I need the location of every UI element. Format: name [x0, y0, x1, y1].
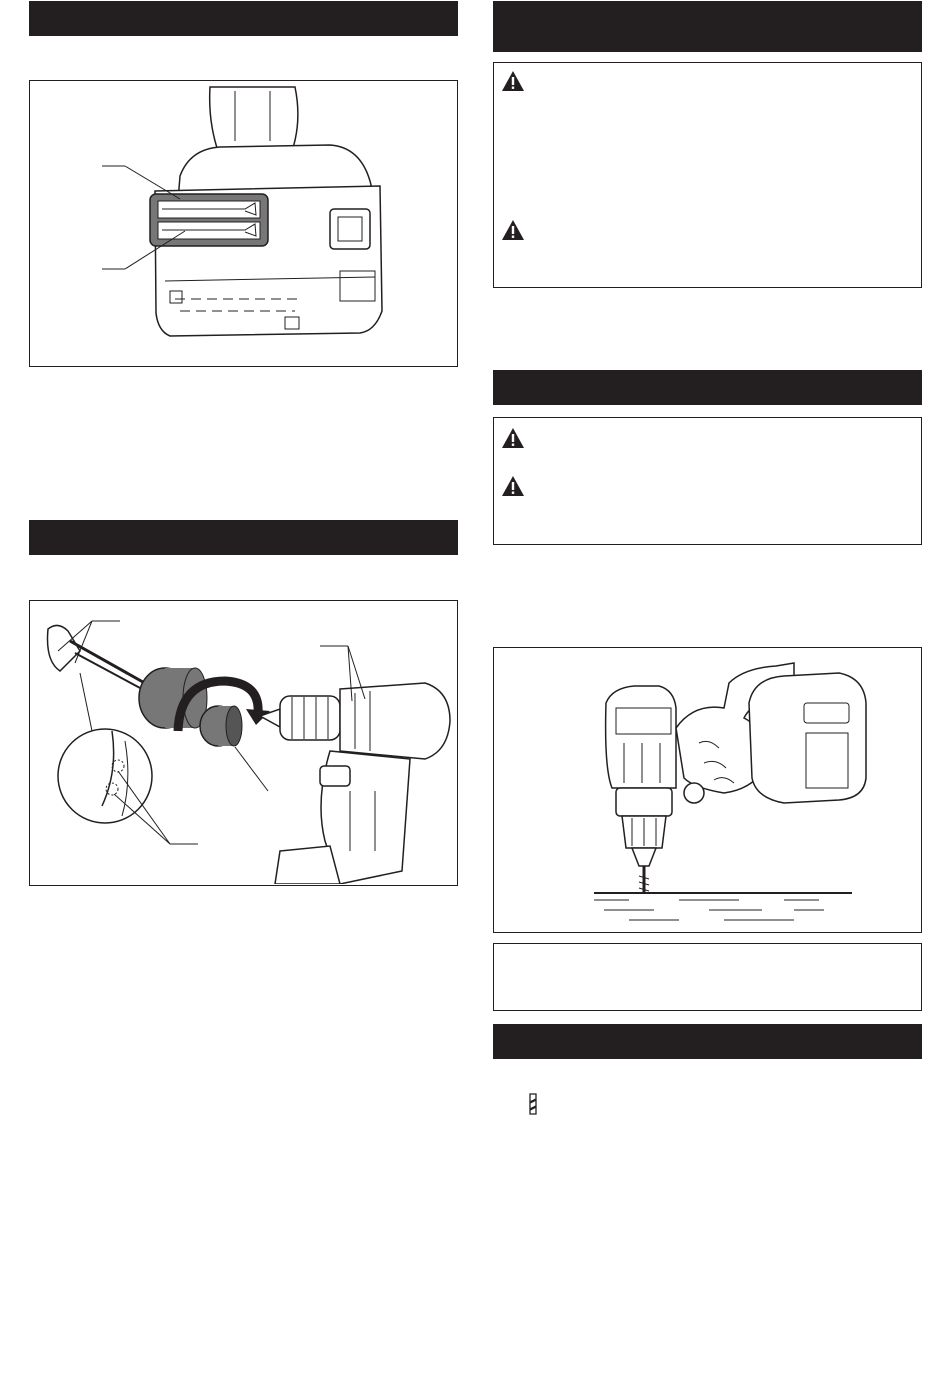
- warning-box: [493, 62, 922, 288]
- warning-triangle-icon: [502, 71, 524, 91]
- warning-triangle-icon: [502, 220, 524, 240]
- figure-frame: [29, 600, 458, 886]
- section-heading-bar: [493, 1, 922, 52]
- warning-triangle-icon: [502, 428, 524, 448]
- figure-frame: [29, 80, 458, 367]
- section-heading-bar: [493, 1024, 922, 1059]
- drill-screwdriving-illustration: [494, 648, 920, 931]
- section-heading-bar: [29, 1, 458, 36]
- note-box: [493, 943, 922, 1011]
- warning-box: [493, 417, 922, 545]
- section-heading-bar: [493, 370, 922, 405]
- battery-housing-illustration: [30, 81, 456, 365]
- drill-bit-symbol-icon: [527, 1093, 539, 1115]
- chuck-grease-illustration: [30, 601, 456, 884]
- figure-frame: [493, 647, 922, 933]
- section-heading-bar: [29, 520, 458, 555]
- warning-triangle-icon: [502, 476, 524, 496]
